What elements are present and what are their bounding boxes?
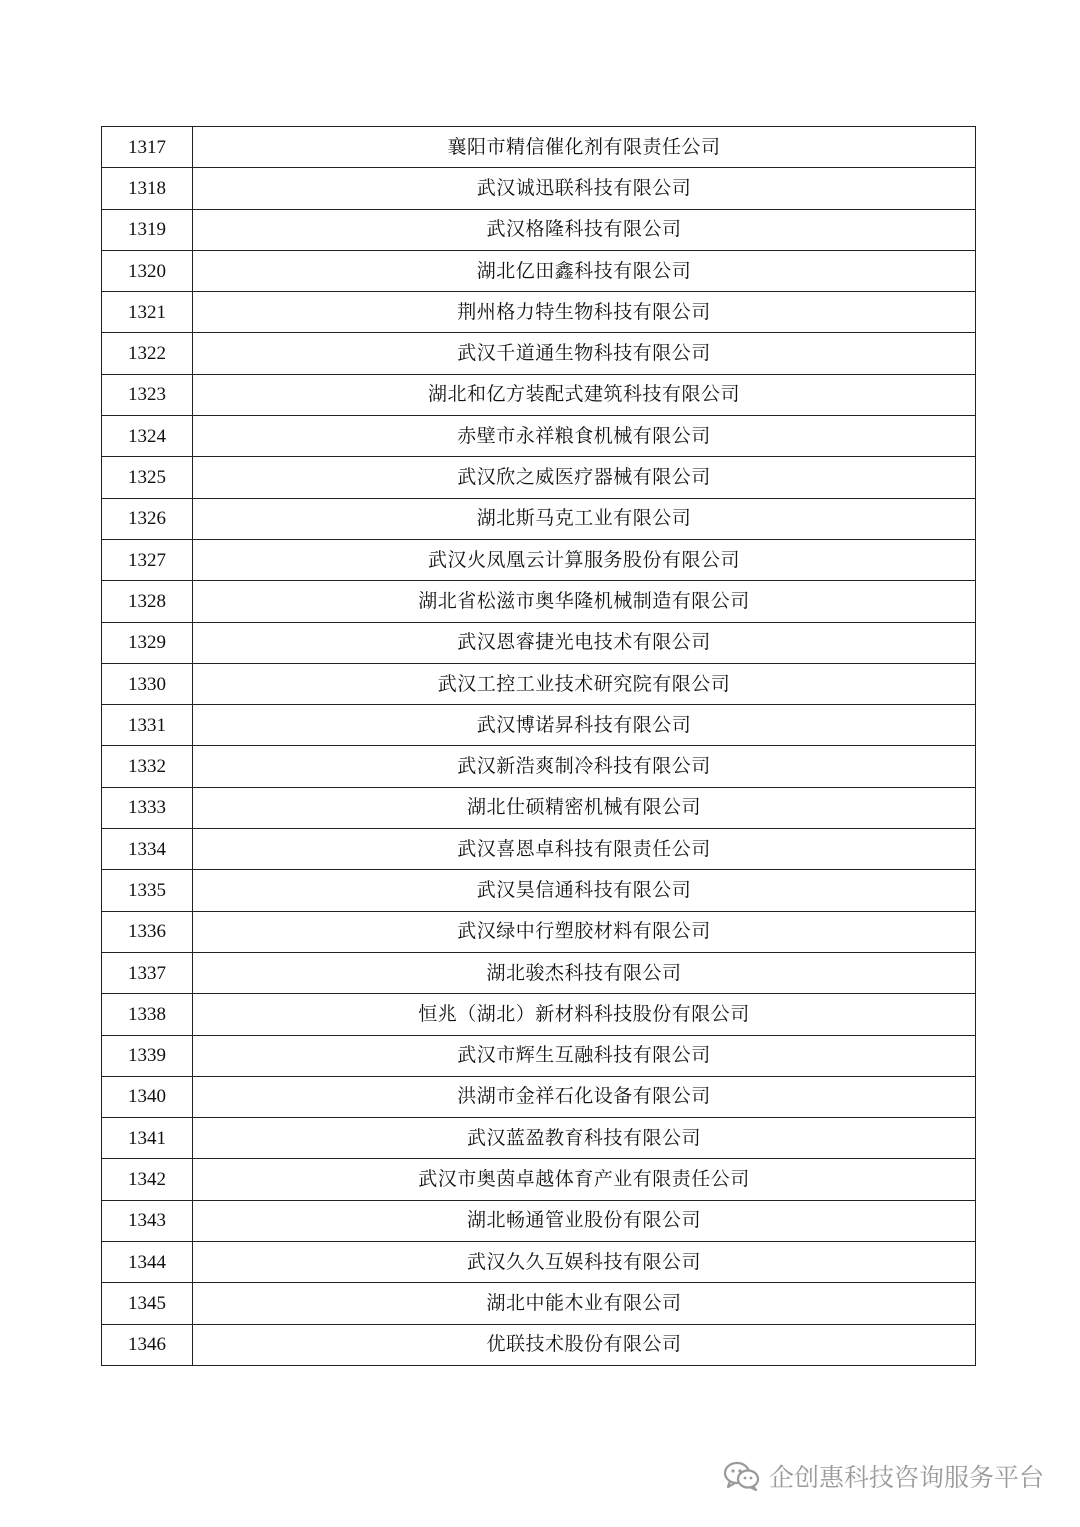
row-number: 1342 bbox=[102, 1159, 193, 1200]
company-name: 武汉火凤凰云计算服务股份有限公司 bbox=[193, 539, 976, 580]
table-row bbox=[102, 168, 976, 209]
row-number: 1337 bbox=[102, 952, 193, 993]
company-name: 武汉绿中行塑胶材料有限公司 bbox=[193, 911, 976, 952]
table-row bbox=[102, 952, 976, 993]
company-name: 武汉格隆科技有限公司 bbox=[193, 209, 976, 250]
company-name: 武汉市奥茵卓越体育产业有限责任公司 bbox=[193, 1159, 976, 1200]
table-body bbox=[102, 127, 976, 1366]
table-row bbox=[102, 829, 976, 870]
company-name: 优联技术股份有限公司 bbox=[193, 1324, 976, 1365]
company-name: 湖北中能木业有限公司 bbox=[193, 1283, 976, 1324]
table-row bbox=[102, 539, 976, 580]
company-name: 武汉博诺昇科技有限公司 bbox=[193, 705, 976, 746]
table-row bbox=[102, 1200, 976, 1241]
table-row bbox=[102, 705, 976, 746]
table-row bbox=[102, 1118, 976, 1159]
table-row bbox=[102, 746, 976, 787]
company-name: 湖北亿田鑫科技有限公司 bbox=[193, 250, 976, 291]
row-number: 1334 bbox=[102, 829, 193, 870]
row-number: 1335 bbox=[102, 870, 193, 911]
table-row bbox=[102, 374, 976, 415]
company-name: 武汉诚迅联科技有限公司 bbox=[193, 168, 976, 209]
table-row bbox=[102, 209, 976, 250]
table-row bbox=[102, 457, 976, 498]
company-table bbox=[101, 126, 976, 1366]
company-name: 湖北斯马克工业有限公司 bbox=[193, 498, 976, 539]
row-number: 1319 bbox=[102, 209, 193, 250]
row-number: 1344 bbox=[102, 1242, 193, 1283]
table-row bbox=[102, 870, 976, 911]
watermark bbox=[723, 1458, 1044, 1494]
company-name: 武汉恩睿捷光电技术有限公司 bbox=[193, 622, 976, 663]
table-row bbox=[102, 1159, 976, 1200]
row-number: 1321 bbox=[102, 292, 193, 333]
company-list-table bbox=[101, 126, 976, 1366]
table-row bbox=[102, 1324, 976, 1365]
row-number: 1340 bbox=[102, 1076, 193, 1117]
row-number: 1338 bbox=[102, 994, 193, 1035]
table-row bbox=[102, 127, 976, 168]
table-row bbox=[102, 416, 976, 457]
company-name: 武汉蓝盈教育科技有限公司 bbox=[193, 1118, 976, 1159]
table-row bbox=[102, 787, 976, 828]
company-name: 武汉喜恩卓科技有限责任公司 bbox=[193, 829, 976, 870]
company-name: 武汉工控工业技术研究院有限公司 bbox=[193, 663, 976, 704]
row-number: 1331 bbox=[102, 705, 193, 746]
row-number: 1320 bbox=[102, 250, 193, 291]
company-name: 武汉新浩爽制冷科技有限公司 bbox=[193, 746, 976, 787]
company-name: 恒兆（湖北）新材料科技股份有限公司 bbox=[193, 994, 976, 1035]
company-name: 湖北骏杰科技有限公司 bbox=[193, 952, 976, 993]
table-row bbox=[102, 498, 976, 539]
table-row bbox=[102, 1242, 976, 1283]
row-number: 1329 bbox=[102, 622, 193, 663]
company-name: 武汉市辉生互融科技有限公司 bbox=[193, 1035, 976, 1076]
row-number: 1339 bbox=[102, 1035, 193, 1076]
row-number: 1341 bbox=[102, 1118, 193, 1159]
company-name: 襄阳市精信催化剂有限责任公司 bbox=[193, 127, 976, 168]
company-name: 洪湖市金祥石化设备有限公司 bbox=[193, 1076, 976, 1117]
watermark-text: 企创惠科技咨询服务平台 bbox=[768, 1463, 1044, 1492]
row-number: 1318 bbox=[102, 168, 193, 209]
table-row bbox=[102, 1283, 976, 1324]
table-row bbox=[102, 333, 976, 374]
table-row bbox=[102, 911, 976, 952]
row-number: 1343 bbox=[102, 1200, 193, 1241]
company-name: 武汉久久互娱科技有限公司 bbox=[193, 1242, 976, 1283]
table-row bbox=[102, 1035, 976, 1076]
table-row bbox=[102, 994, 976, 1035]
table-row bbox=[102, 292, 976, 333]
table-row bbox=[102, 622, 976, 663]
row-number: 1336 bbox=[102, 911, 193, 952]
company-name: 武汉欣之威医疗器械有限公司 bbox=[193, 457, 976, 498]
row-number: 1330 bbox=[102, 663, 193, 704]
company-name: 赤壁市永祥粮食机械有限公司 bbox=[193, 416, 976, 457]
row-number: 1332 bbox=[102, 746, 193, 787]
row-number: 1328 bbox=[102, 581, 193, 622]
row-number: 1323 bbox=[102, 374, 193, 415]
row-number: 1327 bbox=[102, 539, 193, 580]
company-name: 湖北畅通管业股份有限公司 bbox=[193, 1200, 976, 1241]
table-row bbox=[102, 663, 976, 704]
wechat-icon bbox=[723, 1460, 761, 1492]
row-number: 1324 bbox=[102, 416, 193, 457]
company-name: 荆州格力特生物科技有限公司 bbox=[193, 292, 976, 333]
table-row bbox=[102, 581, 976, 622]
row-number: 1322 bbox=[102, 333, 193, 374]
table-row bbox=[102, 250, 976, 291]
table-row bbox=[102, 1076, 976, 1117]
company-name: 武汉昊信通科技有限公司 bbox=[193, 870, 976, 911]
company-name: 湖北和亿方装配式建筑科技有限公司 bbox=[193, 374, 976, 415]
company-name: 武汉千道通生物科技有限公司 bbox=[193, 333, 976, 374]
row-number: 1326 bbox=[102, 498, 193, 539]
row-number: 1345 bbox=[102, 1283, 193, 1324]
company-name: 湖北省松滋市奥华隆机械制造有限公司 bbox=[193, 581, 976, 622]
row-number: 1317 bbox=[102, 127, 193, 168]
row-number: 1346 bbox=[102, 1324, 193, 1365]
company-name: 湖北仕硕精密机械有限公司 bbox=[193, 787, 976, 828]
row-number: 1325 bbox=[102, 457, 193, 498]
row-number: 1333 bbox=[102, 787, 193, 828]
